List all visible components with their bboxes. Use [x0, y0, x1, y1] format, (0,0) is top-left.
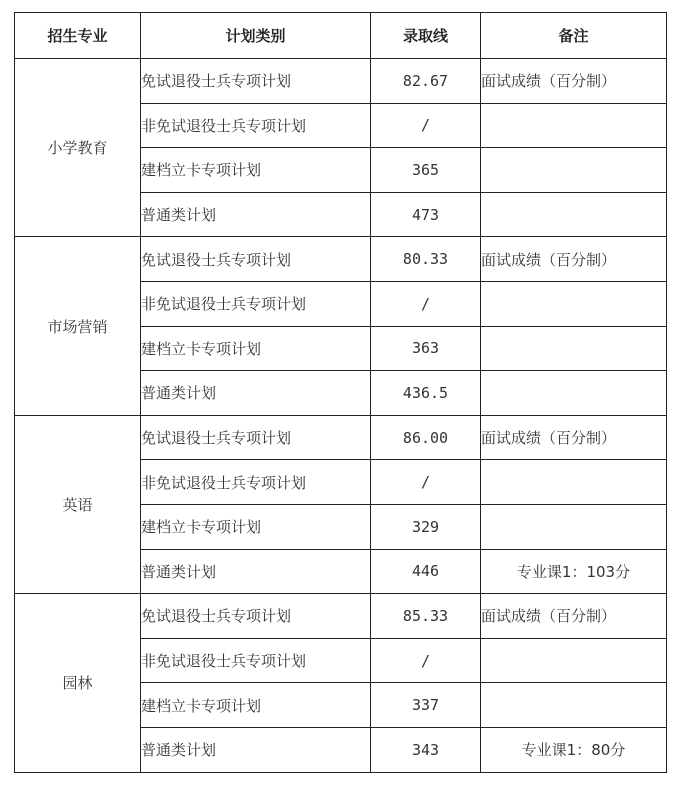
- plan-cell: 建档立卡专项计划: [141, 148, 371, 193]
- score-cell: 436.5: [371, 371, 481, 416]
- score-cell: 329: [371, 504, 481, 549]
- table-row: [15, 237, 667, 282]
- plan-cell: 免试退役士兵专项计划: [141, 415, 371, 460]
- note-cell: 面试成绩（百分制）: [481, 415, 667, 460]
- plan-cell: 非免试退役士兵专项计划: [141, 281, 371, 326]
- note-cell: 面试成绩（百分制）: [481, 59, 667, 104]
- plan-cell: 普通类计划: [141, 727, 371, 772]
- plan-cell: 免试退役士兵专项计划: [141, 237, 371, 282]
- note-cell: 专业课1：103分: [481, 549, 667, 594]
- table-row: [15, 594, 667, 639]
- score-cell: /: [371, 103, 481, 148]
- note-cell: [481, 103, 667, 148]
- score-cell: 82.67: [371, 59, 481, 104]
- note-cell: [481, 192, 667, 237]
- note-cell: [481, 460, 667, 505]
- score-cell: /: [371, 460, 481, 505]
- plan-cell: 普通类计划: [141, 549, 371, 594]
- admission-score-table: [14, 12, 667, 773]
- plan-cell: 建档立卡专项计划: [141, 504, 371, 549]
- score-cell: /: [371, 281, 481, 326]
- header-score: 录取线: [371, 13, 481, 59]
- plan-cell: 免试退役士兵专项计划: [141, 59, 371, 104]
- note-cell: [481, 281, 667, 326]
- plan-cell: 非免试退役士兵专项计划: [141, 460, 371, 505]
- score-cell: 337: [371, 683, 481, 728]
- plan-cell: 普通类计划: [141, 192, 371, 237]
- score-cell: 86.00: [371, 415, 481, 460]
- major-cell: 园林: [15, 594, 141, 772]
- header-major: 招生专业: [15, 13, 141, 59]
- major-cell: 小学教育: [15, 59, 141, 237]
- note-cell: 面试成绩（百分制）: [481, 594, 667, 639]
- score-cell: 473: [371, 192, 481, 237]
- score-cell: 85.33: [371, 594, 481, 639]
- score-cell: 446: [371, 549, 481, 594]
- major-cell: 英语: [15, 415, 141, 593]
- note-cell: [481, 683, 667, 728]
- table-row: [15, 415, 667, 460]
- note-cell: 面试成绩（百分制）: [481, 237, 667, 282]
- plan-cell: 建档立卡专项计划: [141, 683, 371, 728]
- header-note: 备注: [481, 13, 667, 59]
- plan-cell: 非免试退役士兵专项计划: [141, 103, 371, 148]
- plan-cell: 建档立卡专项计划: [141, 326, 371, 371]
- header-plan: 计划类别: [141, 13, 371, 59]
- major-cell: 市场营销: [15, 237, 141, 415]
- note-cell: [481, 638, 667, 683]
- note-cell: [481, 371, 667, 416]
- table-row: [15, 59, 667, 104]
- score-cell: 363: [371, 326, 481, 371]
- plan-cell: 非免试退役士兵专项计划: [141, 638, 371, 683]
- note-cell: [481, 148, 667, 193]
- note-cell: [481, 326, 667, 371]
- plan-cell: 免试退役士兵专项计划: [141, 594, 371, 639]
- table-body: [15, 59, 667, 773]
- plan-cell: 普通类计划: [141, 371, 371, 416]
- header-row: [15, 13, 667, 59]
- score-cell: 80.33: [371, 237, 481, 282]
- note-cell: [481, 504, 667, 549]
- score-cell: /: [371, 638, 481, 683]
- note-cell: 专业课1：80分: [481, 727, 667, 772]
- score-cell: 343: [371, 727, 481, 772]
- score-cell: 365: [371, 148, 481, 193]
